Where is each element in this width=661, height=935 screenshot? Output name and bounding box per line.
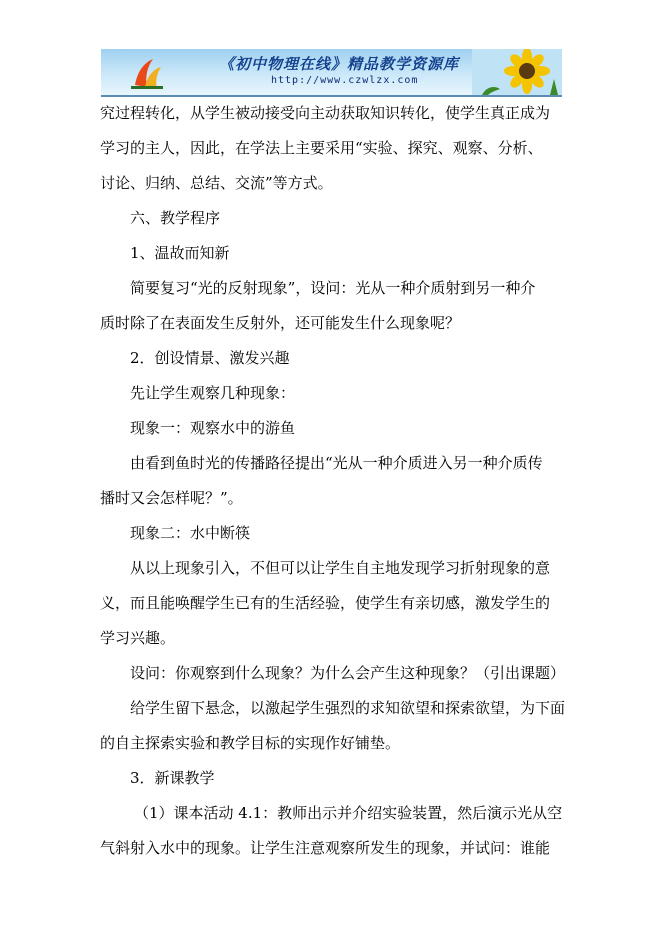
paragraph-line: 现象一：观察水中的游鱼 [130,419,296,437]
paragraph-line: 质时除了在表面发生反射外，还可能发生什么现象呢？ [100,314,461,332]
subsection-heading: 3．新课教学 [130,769,215,787]
paragraph-line: 的自主探索实验和教学目标的实现作好铺垫。 [100,734,401,752]
paragraph-line: 先让学生观察几种现象： [130,384,296,402]
paragraph-line: 学习的主人，因此，在学法上主要采用“实验、探究、观察、分析、 [100,139,543,157]
banner-title: 《初中物理在线》精品教学资源库 [219,55,460,73]
logo-icon [129,55,165,91]
paragraph-line: 从以上现象引入，不但可以让学生自主地发现学习折射现象的意 [130,559,551,577]
paragraph-line: 究过程转化，从学生被动接受向主动获取知识转化，使学生真正成为 [100,104,551,122]
paragraph-line: 播时又会怎样呢？”。 [100,489,243,507]
paragraph-line: 气斜射入水中的现象。让学生注意观察所发生的现象，并试问：谁能 [100,839,551,857]
paragraph-line: 学习兴趣。 [100,629,176,647]
section-heading: 六、教学程序 [130,209,221,227]
subsection-heading: 2．创设情景、激发兴趣 [130,349,290,367]
paragraph-line: 义，而且能唤醒学生已有的生活经验，使学生有亲切感，激发学生的 [100,594,551,612]
paragraph-line: （1）课本活动 4.1：教师出示并介绍实验装置，然后演示光从空 [134,804,563,822]
paragraph-line: 简要复习“光的反射现象”，设问：光从一种介质射到另一种介 [130,279,536,297]
paragraph-line: 讨论、归纳、总结、交流”等方式。 [100,174,333,192]
paragraph-line: 设问：你观察到什么现象？为什么会产生这种现象？（引出课题） [130,664,566,682]
paragraph-line: 现象二：水中断筷 [130,524,251,542]
paragraph-line: 由看到鱼时光的传播路径提出“光从一种介质进入另一种介质传 [130,454,543,472]
header-banner [101,49,562,97]
banner-url[interactable]: http://www.czwlzx.com [271,75,419,86]
sunflower-icon [472,49,562,95]
subsection-heading: 1、温故而知新 [130,244,230,262]
paragraph-line: 给学生留下悬念，以激起学生强烈的求知欲望和探索欲望，为下面 [130,699,566,717]
